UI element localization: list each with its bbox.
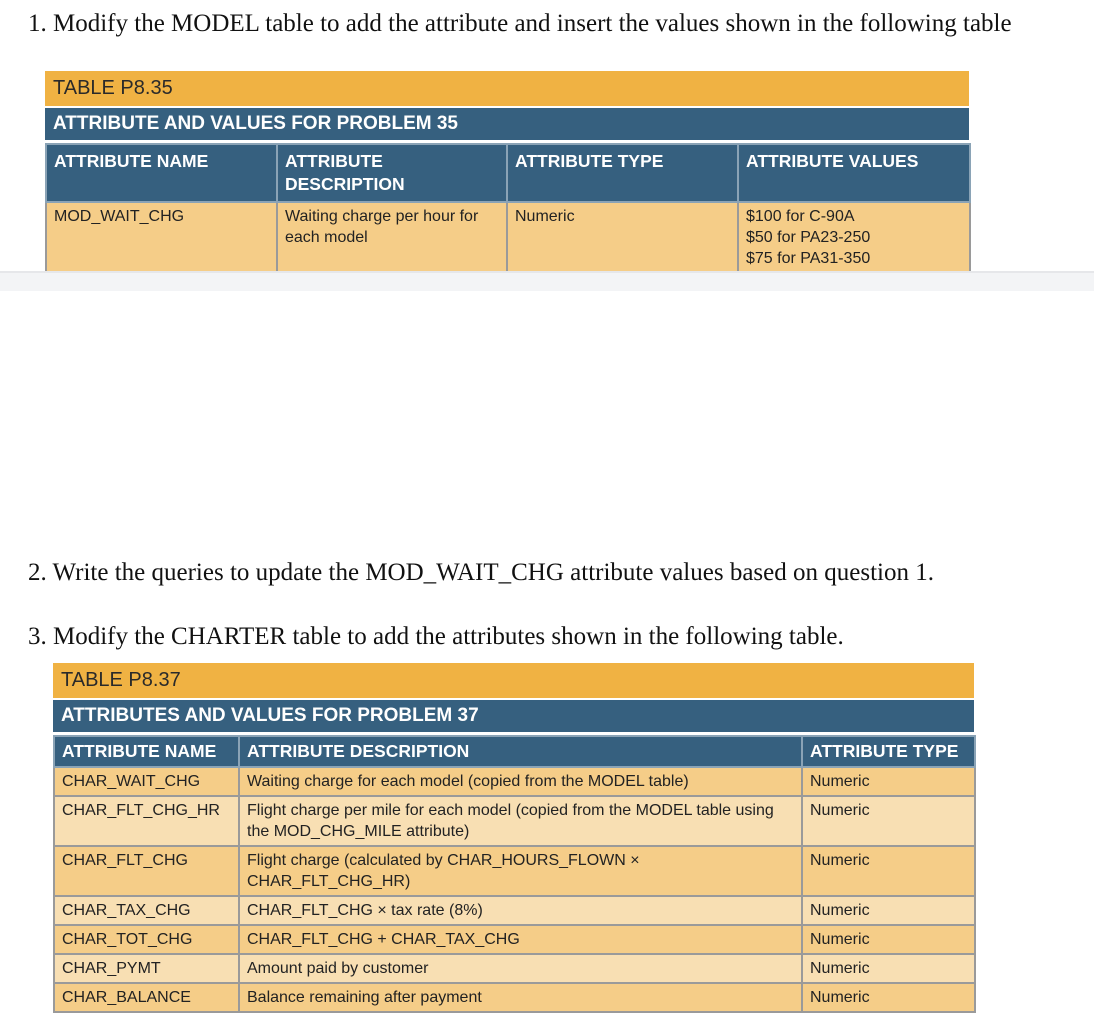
attribute-description-cell: Waiting charge for each model (copied from the MODEL table) xyxy=(239,767,802,796)
attribute-name-cell: CHAR_BALANCE xyxy=(54,983,239,1012)
table-p8-35 xyxy=(45,71,969,274)
attribute-description-cell: Waiting charge per hour for each model xyxy=(277,202,507,273)
table-row xyxy=(54,846,975,896)
column-header: ATTRIBUTE TYPE xyxy=(802,736,975,767)
attribute-name-cell: CHAR_PYMT xyxy=(54,954,239,983)
table-row xyxy=(54,767,975,796)
attribute-type-cell: Numeric xyxy=(802,925,975,954)
attribute-description-cell: Balance remaining after payment xyxy=(239,983,802,1012)
column-header: ATTRIBUTE DESCRIPTION xyxy=(277,144,507,202)
attribute-name-cell: CHAR_WAIT_CHG xyxy=(54,767,239,796)
attribute-name-cell: CHAR_FLT_CHG xyxy=(54,846,239,896)
section-divider xyxy=(0,271,1094,291)
attribute-value: $75 for PA31-350 xyxy=(746,250,871,267)
attribute-values-cell xyxy=(738,202,970,273)
attribute-type-cell: Numeric xyxy=(802,896,975,925)
attribute-type-cell: Numeric xyxy=(802,796,975,846)
attribute-table xyxy=(45,143,971,274)
attribute-name-cell: CHAR_TOT_CHG xyxy=(54,925,239,954)
attribute-description-cell: Flight charge (calculated by CHAR_HOURS_FLOWN × CHAR_FLT_CHG_HR) xyxy=(239,846,802,896)
attribute-name-cell: CHAR_FLT_CHG_HR xyxy=(54,796,239,846)
attribute-type-cell: Numeric xyxy=(802,954,975,983)
attribute-value: $50 for PA23-250 xyxy=(746,229,871,246)
column-header: ATTRIBUTE NAME xyxy=(46,144,277,202)
table-p8-37 xyxy=(53,663,974,1013)
question-1: 1. Modify the MODEL table to add the attribute and insert the values shown in the following table xyxy=(28,10,1012,37)
attribute-description-cell: CHAR_FLT_CHG + CHAR_TAX_CHG xyxy=(239,925,802,954)
table-row xyxy=(54,896,975,925)
attribute-value: $100 for C-90A xyxy=(746,208,855,225)
attribute-description-cell: CHAR_FLT_CHG × tax rate (8%) xyxy=(239,896,802,925)
attribute-type-cell: Numeric xyxy=(802,983,975,1012)
table-row xyxy=(54,983,975,1012)
attribute-description-cell: Flight charge per mile for each model (copied from the MODEL table using the MOD_CHG_MILE attribute) xyxy=(239,796,802,846)
table-title: TABLE P8.37 xyxy=(53,663,974,698)
attribute-name-cell: CHAR_TAX_CHG xyxy=(54,896,239,925)
table-subtitle: ATTRIBUTES AND VALUES FOR PROBLEM 37 xyxy=(53,700,974,732)
table-row xyxy=(54,796,975,846)
attribute-description-cell: Amount paid by customer xyxy=(239,954,802,983)
question-2: 2. Write the queries to update the MOD_WAIT_CHG attribute values based on question 1. xyxy=(28,559,934,586)
attribute-type-cell: Numeric xyxy=(507,202,738,273)
table-title: TABLE P8.35 xyxy=(45,71,969,106)
table-row xyxy=(46,202,970,273)
table-row xyxy=(54,925,975,954)
column-header: ATTRIBUTE DESCRIPTION xyxy=(239,736,802,767)
question-3: 3. Modify the CHARTER table to add the attributes shown in the following table. xyxy=(28,623,844,650)
column-header: ATTRIBUTE TYPE xyxy=(507,144,738,202)
attribute-type-cell: Numeric xyxy=(802,846,975,896)
column-header: ATTRIBUTE NAME xyxy=(54,736,239,767)
column-header: ATTRIBUTE VALUES xyxy=(738,144,970,202)
table-subtitle: ATTRIBUTE AND VALUES FOR PROBLEM 35 xyxy=(45,108,969,140)
attributes-table xyxy=(53,735,976,1013)
table-row xyxy=(54,954,975,983)
attribute-name-cell: MOD_WAIT_CHG xyxy=(46,202,277,273)
attribute-type-cell: Numeric xyxy=(802,767,975,796)
